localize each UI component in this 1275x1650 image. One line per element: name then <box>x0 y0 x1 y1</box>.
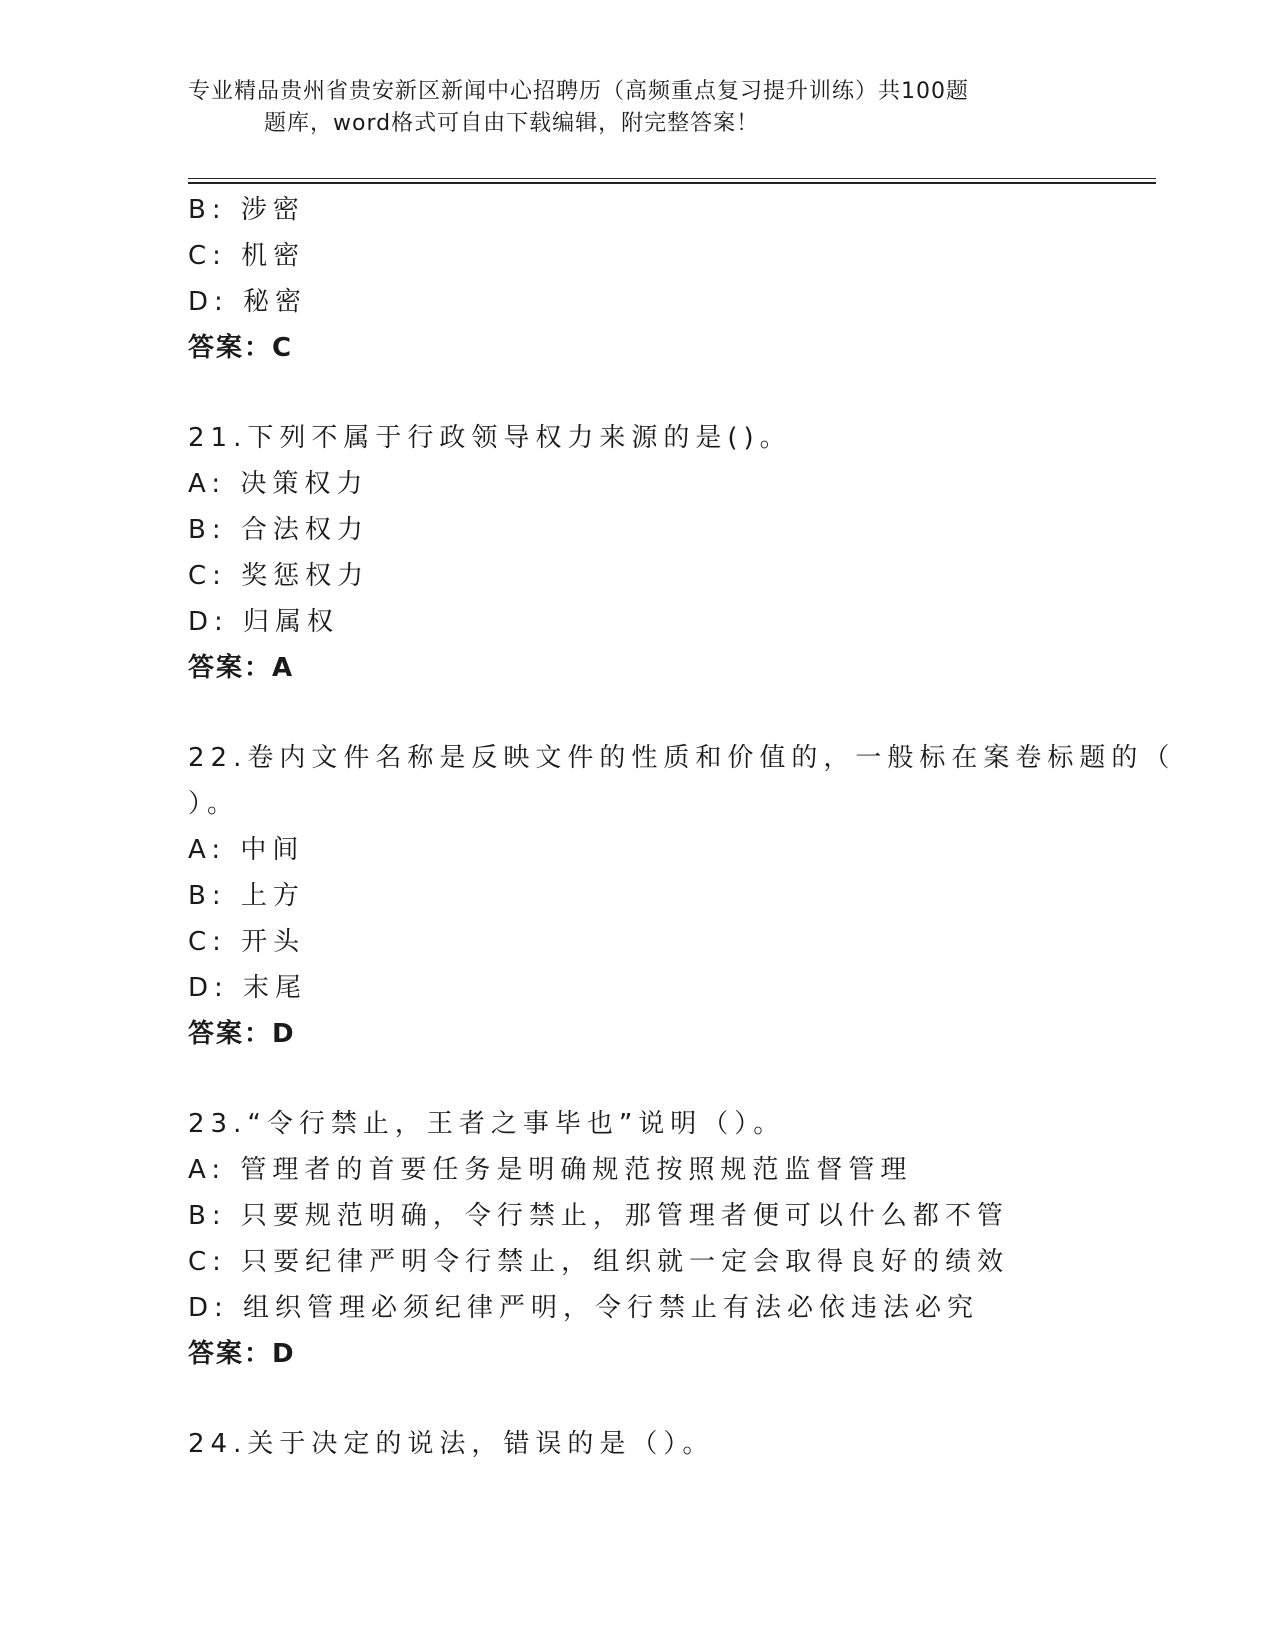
header-title-line2: 题库，word格式可自由下载编辑，附完整答案！ <box>264 111 760 136</box>
question-24 <box>188 1421 1148 1467</box>
question-22 <box>188 735 1176 1057</box>
option-b: B: 只要规范明确，令行禁止，那管理者便可以什么都不管 <box>188 1201 1009 1231</box>
answer-label: 答案：D <box>188 1339 296 1369</box>
option-b: B: 涉密 <box>188 195 305 225</box>
header-divider-thick <box>188 182 1156 184</box>
option-d: D: 末尾 <box>188 973 308 1003</box>
question-text-line1: 22.卷内文件名称是反映文件的性质和价值的，一般标在案卷标题的（ <box>188 743 1176 773</box>
option-a: A: 管理者的首要任务是明确规范按照规范监督管理 <box>188 1155 913 1185</box>
option-a: A: 决策权力 <box>188 469 369 499</box>
answer-label: 答案：C <box>188 333 294 363</box>
question-20-tail <box>188 187 1148 371</box>
question-list <box>188 187 1176 1467</box>
question-text: 21.下列不属于行政领导权力来源的是()。 <box>188 423 792 453</box>
answer-label: 答案：D <box>188 1019 296 1049</box>
answer-label: 答案：A <box>188 653 295 683</box>
document-header <box>188 76 1048 140</box>
option-c: C: 机密 <box>188 241 306 271</box>
option-c: C: 奖惩权力 <box>188 561 370 591</box>
option-c: C: 只要纪律严明令行禁止，组织就一定会取得良好的绩效 <box>188 1247 1010 1277</box>
header-divider-thin <box>188 178 1156 179</box>
option-a: A: 中间 <box>188 835 305 865</box>
option-c: C: 开头 <box>188 927 306 957</box>
option-b: B: 合法权力 <box>188 515 369 545</box>
question-text-line2: ）。 <box>188 789 240 819</box>
question-text: 23.“令行禁止，王者之事毕也”说明（）。 <box>188 1109 786 1139</box>
option-d: D: 组织管理必须纪律严明，令行禁止有法必依违法必究 <box>188 1293 980 1323</box>
question-text: 24.关于决定的说法，错误的是（）。 <box>188 1429 715 1459</box>
question-21 <box>188 415 1148 691</box>
question-23 <box>188 1101 1148 1377</box>
option-d: D: 秘密 <box>188 287 308 317</box>
option-b: B: 上方 <box>188 881 305 911</box>
option-d: D: 归属权 <box>188 607 340 637</box>
header-title-line1: 专业精品贵州省贵安新区新闻中心招聘历（高频重点复习提升训练）共100题 <box>188 79 969 104</box>
